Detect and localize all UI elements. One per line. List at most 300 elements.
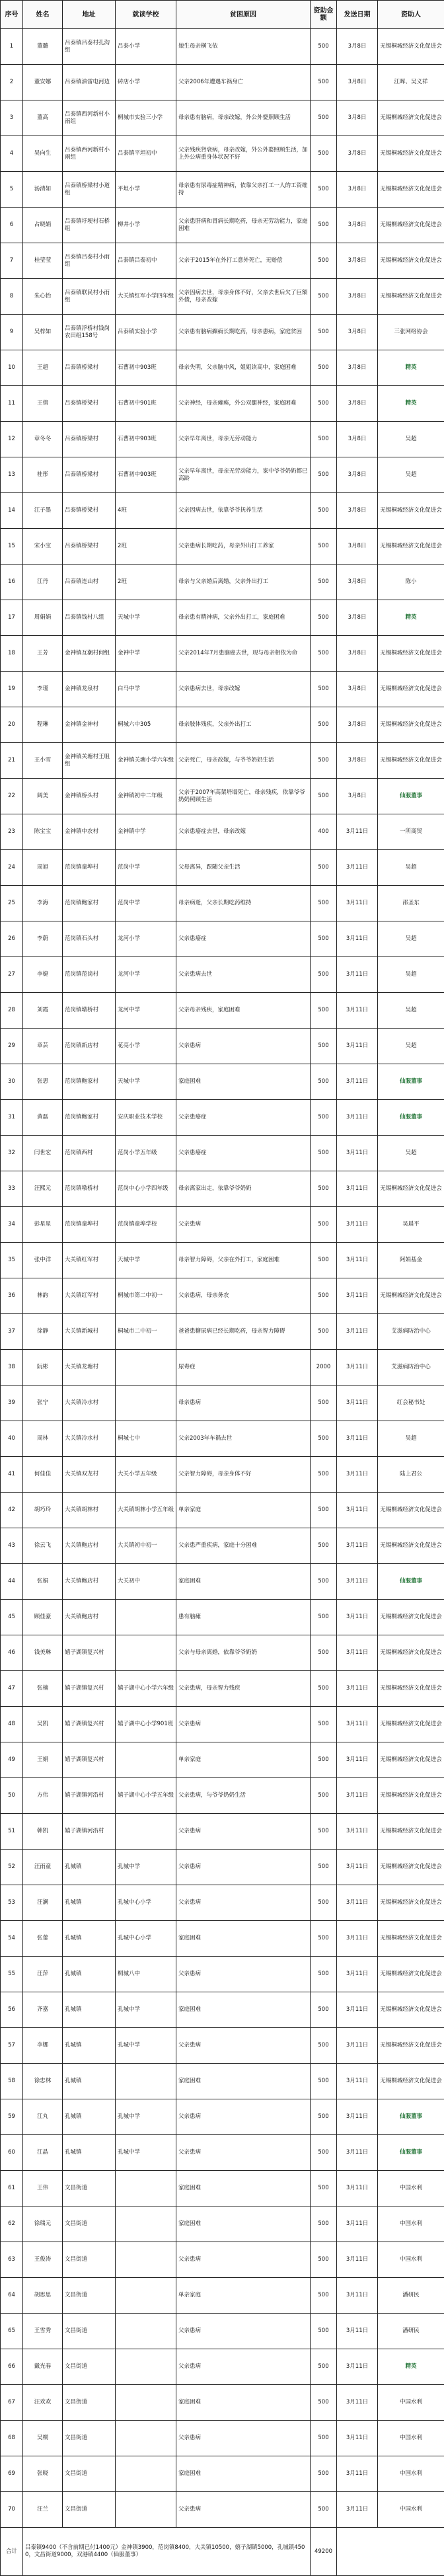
student-name: 周娟娟 xyxy=(23,600,63,636)
poverty-reason: 母亲离家出走，依靠爷爷奶奶 xyxy=(176,1171,311,1207)
student-address: 吕泰镇钱村八组 xyxy=(63,600,116,636)
aid-amount: 500 xyxy=(311,529,337,565)
send-date: 3月11日 xyxy=(337,1243,378,1278)
send-date: 3月11日 xyxy=(337,1600,378,1635)
donor-name: 无锡桐城经济文化促进会 xyxy=(378,243,444,279)
row-number: 22 xyxy=(1,779,23,814)
student-name: 徐瑞元 xyxy=(23,2206,63,2242)
poverty-reason: 单亲家庭 xyxy=(176,1493,311,1528)
donor-name: 无锡桐城经济文化促进会 xyxy=(378,1957,444,1992)
student-school xyxy=(116,2349,176,2385)
donor-name: 无锡桐城经济文化促进会 xyxy=(378,743,444,779)
aid-amount: 500 xyxy=(311,1064,337,1100)
poverty-reason: 母亲患病 xyxy=(176,1386,311,1421)
poverty-reason: 父亲于2007年高架坍塌死亡，母亲残疾，依靠爷爷奶奶照顾生活 xyxy=(176,779,311,814)
send-date: 3月8日 xyxy=(337,100,378,136)
student-school: 孔城中学 xyxy=(116,2099,176,2135)
row-number: 14 xyxy=(1,493,23,529)
student-school: 孔城中心小学 xyxy=(116,1921,176,1957)
send-date: 3月11日 xyxy=(337,1136,378,1171)
student-name: 张晓 xyxy=(23,2456,63,2492)
send-date: 3月11日 xyxy=(337,1635,378,1671)
send-date: 3月8日 xyxy=(337,136,378,172)
send-date: 3月11日 xyxy=(337,993,378,1029)
send-date: 3月11日 xyxy=(337,1564,378,1600)
poverty-reason: 家庭困难 xyxy=(176,1564,311,1600)
donor-name: 一所商贸 xyxy=(378,814,444,850)
row-number: 13 xyxy=(1,457,23,493)
poverty-reason: 父亲患病 xyxy=(176,1029,311,1064)
send-date: 3月8日 xyxy=(337,493,378,529)
student-school xyxy=(116,2492,176,2528)
row-number: 36 xyxy=(1,1278,23,1314)
student-address: 金神镇龙泉村 xyxy=(63,672,116,707)
student-name: 江丸 xyxy=(23,2099,63,2135)
student-name: 王超 xyxy=(23,350,63,386)
send-date: 3月11日 xyxy=(337,2028,378,2064)
table-row xyxy=(1,1850,444,1885)
send-date: 3月8日 xyxy=(337,386,378,422)
row-number: 10 xyxy=(1,350,23,386)
student-address: 嬉子湖镇河沿村 xyxy=(63,1814,116,1850)
student-name: 方伟 xyxy=(23,1778,63,1814)
student-address: 吕泰镇桥梁村 xyxy=(63,457,116,493)
aid-amount: 500 xyxy=(311,1992,337,2028)
send-date: 3月11日 xyxy=(337,1885,378,1921)
aid-amount: 500 xyxy=(311,2135,337,2171)
student-address: 文昌街道 xyxy=(63,2349,116,2385)
send-date: 3月8日 xyxy=(337,565,378,600)
row-number: 47 xyxy=(1,1671,23,1707)
poverty-reason: 父亲2006年遭遇车祸身亡 xyxy=(176,65,311,100)
aid-amount: 500 xyxy=(311,350,337,386)
donor-name: 仙服董事 xyxy=(378,2135,444,2171)
donor-name: 仙服董事 xyxy=(378,1564,444,1600)
poverty-reason: 父亲患病 xyxy=(176,2492,311,2528)
student-address: 范岗镇西村 xyxy=(63,1136,116,1171)
poverty-reason: 父母离异，跟随父亲生活 xyxy=(176,850,311,886)
row-number: 24 xyxy=(1,850,23,886)
col-header-school: 就读学校 xyxy=(116,1,176,29)
donor-name: 中国水利 xyxy=(378,2206,444,2242)
table-row xyxy=(1,2385,444,2421)
aid-amount: 500 xyxy=(311,743,337,779)
col-header-donor: 资助人 xyxy=(378,1,444,29)
student-address: 大关镇龙塘村 xyxy=(63,1350,116,1386)
poverty-reason: 母亲患有尿毒症精神病，依靠父亲打工一人的工资维持 xyxy=(176,172,311,208)
student-school: 金神中学 xyxy=(116,636,176,672)
send-date: 3月11日 xyxy=(337,1386,378,1421)
table-row xyxy=(1,636,444,672)
student-name: 徐静 xyxy=(23,1314,63,1350)
student-school: 龙河中学 xyxy=(116,957,176,993)
student-name: 韩凯 xyxy=(23,1814,63,1850)
donor-name: 吴超 xyxy=(378,957,444,993)
donor-name: 中国水利 xyxy=(378,2385,444,2421)
student-address: 吕泰镇桥梁村 xyxy=(63,386,116,422)
donor-name: 无锡桐城经济文化促进会 xyxy=(378,1707,444,1742)
student-school: 嬉子湖中心小学六年级 xyxy=(116,1671,176,1707)
row-number: 32 xyxy=(1,1136,23,1171)
student-school: 范岗中学 xyxy=(116,886,176,921)
donor-name: 无锡桐城经济文化促进会 xyxy=(378,493,444,529)
student-name: 吴梓如 xyxy=(23,315,63,350)
poverty-reason: 父亲患病，母亲智力残疾 xyxy=(176,1671,311,1707)
student-address: 文昌街道 xyxy=(63,2492,116,2528)
poverty-reason: 父亲智力障碍，母亲身体不好 xyxy=(176,1457,311,1493)
aid-amount: 500 xyxy=(311,2064,337,2099)
student-address: 文昌街道 xyxy=(63,2171,116,2206)
send-date: 3月8日 xyxy=(337,29,378,65)
student-name: 江丹 xyxy=(23,565,63,600)
donor-name: 阿娟基金 xyxy=(378,1243,444,1278)
student-name: 阮彬 xyxy=(23,1350,63,1386)
row-number: 29 xyxy=(1,1029,23,1064)
aid-amount: 500 xyxy=(311,243,337,279)
row-number: 46 xyxy=(1,1635,23,1671)
student-name: 黄磊 xyxy=(23,1100,63,1136)
poverty-reason: 尿毒症 xyxy=(176,1350,311,1386)
row-number: 33 xyxy=(1,1171,23,1207)
student-address: 孔城镇 xyxy=(63,2064,116,2099)
student-address: 金神镇互潮村何组 xyxy=(63,636,116,672)
student-address: 吕泰镇圩埂村石桥组 xyxy=(63,208,116,243)
send-date: 3月8日 xyxy=(337,529,378,565)
table-row xyxy=(1,743,444,779)
row-number: 27 xyxy=(1,957,23,993)
donor-name: 中国水利 xyxy=(378,2242,444,2278)
poverty-reason: 母亲失明，父亲脑中风，姐姐读高中，家庭困难 xyxy=(176,350,311,386)
student-address: 文昌街道 xyxy=(63,2278,116,2314)
col-header-no: 序号 xyxy=(1,1,23,29)
student-name: 章冬冬 xyxy=(23,422,63,457)
col-header-date: 发送日期 xyxy=(337,1,378,29)
poverty-reason: 娘生母亲横飞依 xyxy=(176,29,311,65)
table-row xyxy=(1,29,444,65)
student-address: 范岗镇范岗村 xyxy=(63,957,116,993)
student-name: 汪萍 xyxy=(23,1957,63,1992)
student-school: 金神镇关塘小学六年级 xyxy=(116,743,176,779)
table-row xyxy=(1,2314,444,2349)
send-date: 3月11日 xyxy=(337,2421,378,2456)
row-number: 21 xyxy=(1,743,23,779)
aid-amount: 2000 xyxy=(311,1350,337,1386)
student-address: 嬉子湖镇复兴村 xyxy=(63,1707,116,1742)
poverty-reason: 父亲患病 xyxy=(176,2421,311,2456)
row-number: 61 xyxy=(1,2171,23,2206)
aid-amount: 500 xyxy=(311,2242,337,2278)
table-row xyxy=(1,921,444,957)
donor-name: 仙服董事 xyxy=(378,1100,444,1136)
aid-amount: 500 xyxy=(311,921,337,957)
student-school: 龙河小学 xyxy=(116,921,176,957)
aid-amount: 500 xyxy=(311,422,337,457)
row-number: 68 xyxy=(1,2421,23,2456)
poverty-reason: 父亲患癌症 xyxy=(176,921,311,957)
row-number: 19 xyxy=(1,672,23,707)
row-number: 18 xyxy=(1,636,23,672)
aid-amount: 500 xyxy=(311,993,337,1029)
total-empty xyxy=(337,2528,444,2576)
student-school xyxy=(116,2421,176,2456)
table-row xyxy=(1,65,444,100)
donor-name: 无锡桐城经济文化促进会 xyxy=(378,208,444,243)
student-address: 范岗镇童埠村 xyxy=(63,1207,116,1243)
student-address: 吕泰镇桥梁村 xyxy=(63,493,116,529)
student-school: 柳井小学 xyxy=(116,208,176,243)
student-address: 大关镇红军村 xyxy=(63,1278,116,1314)
row-number: 51 xyxy=(1,1814,23,1850)
send-date: 3月11日 xyxy=(337,2099,378,2135)
donor-name: 无锡桐城经济文化促进会 xyxy=(378,672,444,707)
table-row xyxy=(1,1778,444,1814)
student-address: 范岗镇鲍家村 xyxy=(63,1100,116,1136)
send-date: 3月8日 xyxy=(337,600,378,636)
total-row xyxy=(1,2528,444,2576)
donor-name: 精英 xyxy=(378,386,444,422)
student-name: 王雪秀 xyxy=(23,2314,63,2349)
poverty-reason: 父亲患病 xyxy=(176,1885,311,1921)
table-row xyxy=(1,1600,444,1635)
donor-name: 艾滋病防治中心 xyxy=(378,1314,444,1350)
aid-amount: 500 xyxy=(311,1243,337,1278)
aid-amount: 500 xyxy=(311,1386,337,1421)
student-school: 金神镇初中二年级 xyxy=(116,779,176,814)
student-address: 吕泰镇连山村 xyxy=(63,565,116,600)
student-school xyxy=(116,2314,176,2349)
student-name: 程琳 xyxy=(23,707,63,743)
student-address: 嬉子湖镇复兴村 xyxy=(63,1671,116,1707)
student-address: 吕泰镇联民村小雨组 xyxy=(63,279,116,315)
student-school xyxy=(116,1814,176,1850)
table-row xyxy=(1,600,444,636)
donor-name: 无锡桐城经济文化促进会 xyxy=(378,100,444,136)
student-school xyxy=(116,2278,176,2314)
table-row xyxy=(1,1528,444,1564)
donor-name: 吴超 xyxy=(378,422,444,457)
donor-name: 陈小 xyxy=(378,565,444,600)
student-address: 范岗镇墩桥村 xyxy=(63,1171,116,1207)
aid-amount: 500 xyxy=(311,1278,337,1314)
col-header-reason: 贫困原因 xyxy=(176,1,311,29)
table-row xyxy=(1,1278,444,1314)
student-address: 范岗镇石头村 xyxy=(63,921,116,957)
donor-name: 吴超 xyxy=(378,993,444,1029)
row-number: 67 xyxy=(1,2385,23,2421)
table-row xyxy=(1,279,444,315)
send-date: 3月8日 xyxy=(337,243,378,279)
student-name: 徐云飞 xyxy=(23,1528,63,1564)
student-school: 平坦小学 xyxy=(116,172,176,208)
donor-name: 无锡桐城经济文化促进会 xyxy=(378,1528,444,1564)
aid-amount: 500 xyxy=(311,1493,337,1528)
table-row xyxy=(1,315,444,350)
student-name: 桂彤 xyxy=(23,457,63,493)
student-school: 范岗镇童埠学校 xyxy=(116,1207,176,1243)
student-school: 嬉子湖中心小学五年级 xyxy=(116,1778,176,1814)
student-address: 大关镇红军村 xyxy=(63,1243,116,1278)
aid-amount: 500 xyxy=(311,1957,337,1992)
table-row xyxy=(1,1742,444,1778)
send-date: 3月11日 xyxy=(337,1707,378,1742)
row-number: 64 xyxy=(1,2278,23,2314)
poverty-reason: 患有脑瘫 xyxy=(176,1600,311,1635)
table-row xyxy=(1,565,444,600)
student-address: 孔城镇 xyxy=(63,1992,116,2028)
student-school xyxy=(116,1742,176,1778)
poverty-reason: 家庭困难 xyxy=(176,2064,311,2099)
row-number: 4 xyxy=(1,136,23,172)
row-number: 25 xyxy=(1,886,23,921)
table-row xyxy=(1,1635,444,1671)
aid-amount: 500 xyxy=(311,1671,337,1707)
student-address: 金神镇关塘村王咀组 xyxy=(63,743,116,779)
aid-amount: 500 xyxy=(311,1778,337,1814)
aid-amount: 500 xyxy=(311,2171,337,2206)
table-row xyxy=(1,1350,444,1386)
row-number: 55 xyxy=(1,1957,23,1992)
send-date: 3月11日 xyxy=(337,814,378,850)
poverty-reason: 父亲患病长期吃药，母亲外出打工养家 xyxy=(176,529,311,565)
student-school: 孔城中学 xyxy=(116,1992,176,2028)
row-number: 53 xyxy=(1,1885,23,1921)
send-date: 3月8日 xyxy=(337,172,378,208)
row-number: 41 xyxy=(1,1457,23,1493)
donor-name: 无锡桐城经济文化促进会 xyxy=(378,529,444,565)
donor-name: 中国水利 xyxy=(378,2492,444,2528)
table-row xyxy=(1,1064,444,1100)
send-date: 3月11日 xyxy=(337,2135,378,2171)
aid-amount: 500 xyxy=(311,1457,337,1493)
aid-amount: 500 xyxy=(311,279,337,315)
student-school: 大关镇红军小学四年级 xyxy=(116,279,176,315)
send-date: 3月11日 xyxy=(337,1778,378,1814)
donor-name: 无锡桐城经济文化促进会 xyxy=(378,1742,444,1778)
poverty-reason: 父亲2003年车祸去世 xyxy=(176,1421,311,1457)
table-row xyxy=(1,243,444,279)
student-address: 吕泰镇西河新村小雨组 xyxy=(63,100,116,136)
table-row xyxy=(1,1243,444,1278)
poverty-reason: 父亲患严重疾病，家庭十分困难 xyxy=(176,1528,311,1564)
row-number: 9 xyxy=(1,315,23,350)
donor-name: 无锡桐城经济文化促进会 xyxy=(378,1493,444,1528)
donor-name: 红会秘书处 xyxy=(378,1386,444,1421)
table-row xyxy=(1,2492,444,2528)
student-school: 石曹初中903班 xyxy=(116,350,176,386)
poverty-reason: 父亲患病 xyxy=(176,2099,311,2135)
aid-amount: 500 xyxy=(311,172,337,208)
aid-amount: 500 xyxy=(311,1921,337,1957)
student-name: 王芳 xyxy=(23,636,63,672)
student-school xyxy=(116,1635,176,1671)
student-name: 戴光春 xyxy=(23,2349,63,2385)
total-amount: 49200 xyxy=(311,2528,337,2576)
donor-name: 吴超 xyxy=(378,1136,444,1171)
send-date: 3月8日 xyxy=(337,279,378,315)
aid-amount: 500 xyxy=(311,1029,337,1064)
student-address: 吕泰镇油雷电河边 xyxy=(63,65,116,100)
send-date: 3月11日 xyxy=(337,2064,378,2099)
poverty-reason: 母亲患有脑病，母亲改嫁，外公外婆照顾生活 xyxy=(176,100,311,136)
aid-amount: 500 xyxy=(311,2456,337,2492)
student-name: 胡思思 xyxy=(23,2278,63,2314)
table-row xyxy=(1,1957,444,1992)
row-number: 62 xyxy=(1,2206,23,2242)
send-date: 3月11日 xyxy=(337,2171,378,2206)
table-row xyxy=(1,2171,444,2206)
student-address: 大关镇冷水村 xyxy=(63,1421,116,1457)
student-school: 砖店小学 xyxy=(116,65,176,100)
student-address: 大关镇鲍店村 xyxy=(63,1600,116,1635)
student-name: 徐忠林 xyxy=(23,2064,63,2099)
donor-name: 邵圣东 xyxy=(378,886,444,921)
table-row xyxy=(1,1921,444,1957)
aid-amount: 500 xyxy=(311,636,337,672)
student-name: 江晶 xyxy=(23,2135,63,2171)
student-name: 李海 xyxy=(23,886,63,921)
row-number: 58 xyxy=(1,2064,23,2099)
table-row xyxy=(1,350,444,386)
student-address: 孔城镇 xyxy=(63,2028,116,2064)
poverty-reason: 父亲患病 xyxy=(176,1707,311,1742)
aid-amount: 500 xyxy=(311,1635,337,1671)
poverty-reason: 父亲患病 xyxy=(176,1850,311,1885)
aid-amount: 500 xyxy=(311,779,337,814)
send-date: 3月11日 xyxy=(337,1350,378,1386)
table-row xyxy=(1,1171,444,1207)
student-school: 龙河中学 xyxy=(116,993,176,1029)
row-number: 34 xyxy=(1,1207,23,1243)
student-name: 吴凯 xyxy=(23,1707,63,1742)
student-name: 张中洋 xyxy=(23,1243,63,1278)
poverty-reason: 父亲早年离世，母亲无劳动能力，家中爷爷奶奶都已高龄 xyxy=(176,457,311,493)
donor-name: 无锡桐城经济文化促进会 xyxy=(378,29,444,65)
table-row xyxy=(1,850,444,886)
table-row xyxy=(1,672,444,707)
donor-name: 吴晨平 xyxy=(378,1207,444,1243)
student-school: 大关镇胡林小学五年级 xyxy=(116,1493,176,1528)
student-address: 孔城镇 xyxy=(63,1921,116,1957)
student-name: 李蔚 xyxy=(23,921,63,957)
table-row xyxy=(1,1314,444,1350)
row-number: 43 xyxy=(1,1528,23,1564)
table-row xyxy=(1,814,444,850)
donor-name: 无锡桐城经济文化促进会 xyxy=(378,1814,444,1850)
student-school: 吕泰镇平坦初中 xyxy=(116,136,176,172)
student-address: 吕泰镇桥梁村 xyxy=(63,422,116,457)
table-row xyxy=(1,2099,444,2135)
send-date: 3月11日 xyxy=(337,1421,378,1457)
aid-amount: 500 xyxy=(311,136,337,172)
row-number: 30 xyxy=(1,1064,23,1100)
row-number: 12 xyxy=(1,422,23,457)
send-date: 3月8日 xyxy=(337,65,378,100)
student-address: 大关镇鲍店村 xyxy=(63,1564,116,1600)
student-name: 阔美 xyxy=(23,779,63,814)
table-row xyxy=(1,993,444,1029)
student-name: 汤清如 xyxy=(23,172,63,208)
table-row xyxy=(1,1671,444,1707)
table-row xyxy=(1,779,444,814)
poverty-reason: 父亲患癌症去世，母亲改嫁 xyxy=(176,814,311,850)
poverty-reason: 父亲患病 xyxy=(176,1957,311,1992)
student-name: 张蕾 xyxy=(23,1921,63,1957)
row-number: 26 xyxy=(1,921,23,957)
donor-name: 吴超 xyxy=(378,921,444,957)
table-row xyxy=(1,2028,444,2064)
donor-name: 江晖、吴义祥 xyxy=(378,65,444,100)
student-name: 齐嘉 xyxy=(23,1992,63,2028)
